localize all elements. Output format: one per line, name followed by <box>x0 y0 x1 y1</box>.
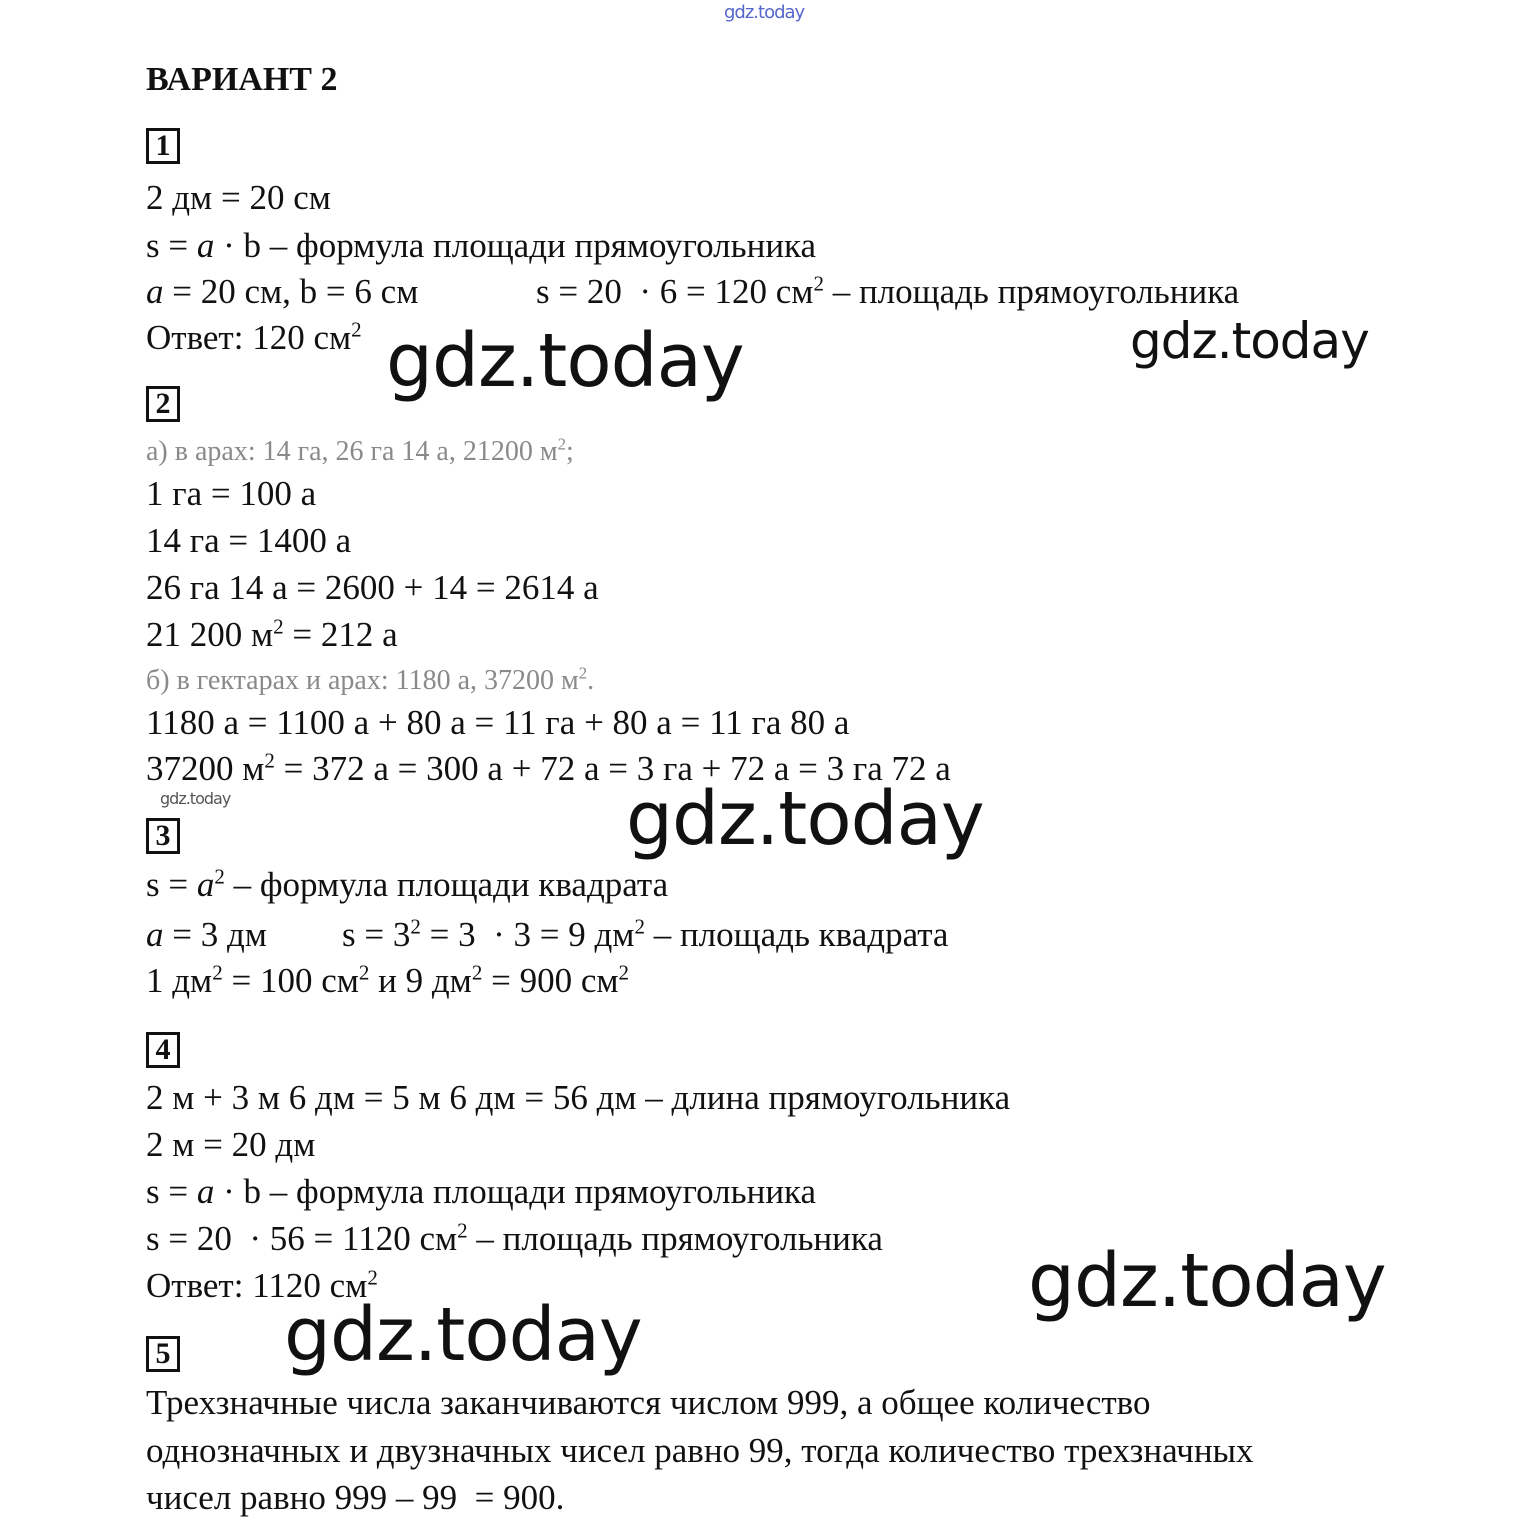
watermark-large-1: gdz.today <box>386 318 744 404</box>
task2-line3: 26 га 14 а = 2600 + 14 = 2614 а <box>146 568 599 607</box>
task-number-5: 5 <box>146 1336 180 1372</box>
task2-part-b-label: б) в гектарах и арах: 1180 а, 37200 $м^2$. <box>146 663 595 696</box>
task4-line1: 2 м + 3 м 6 дм = 5 м 6 дм = 56 дм – длина прямоугольника <box>146 1078 1011 1117</box>
task1-line1: 2 дм = 20 см <box>146 178 331 217</box>
task2-line2: 14 га = 1400 а <box>146 521 352 560</box>
task2-line4: 21 200 $м^2 = 212$ а <box>146 614 398 654</box>
task2-line1: 1 га = 100 а <box>146 474 317 513</box>
watermark-large-4: gdz.today <box>284 1292 642 1378</box>
task4-line2: 2 м = 20 дм <box>146 1125 316 1164</box>
watermark-large-3: gdz.today <box>1028 1238 1386 1324</box>
task4-answer: Ответ: 1120 $см^2$ <box>146 1265 378 1305</box>
task5-line2: однозначных и двузначных чисел равно 99, тогда количество трехзначных <box>146 1431 1254 1470</box>
task1-line2: s = a · b – формула площади прямоугольника <box>146 226 817 265</box>
task5-line3: чисел равно 999 – 99 = 900. <box>146 1478 565 1517</box>
task-number-4: 4 <box>146 1032 180 1068</box>
task2-part-a-label: а) в арах: 14 га, 26 га 14 а, 21200 $м^2$; <box>146 434 574 467</box>
task-number-1: 1 <box>146 128 180 164</box>
task2-line5: 1180 а = 1100 а + 80 а = 11 га + 80 а = 11 га 80 а <box>146 703 850 742</box>
task1-line3-left: a = 20 см, b = 6 см <box>146 272 419 311</box>
task2-line6: 37200 $м^2 = 372$ а = 300 а + 72 а = 3 га + 72 а = 3 га 72 а <box>146 748 951 788</box>
watermark-right-1: gdz.today <box>1130 312 1369 370</box>
task3-line1: $s = a^2$ – формула площади квадрата <box>146 864 669 904</box>
task1-answer: Ответ: 120 $см^2$ <box>146 317 362 357</box>
task3-line3: 1 $дм^2 = 100$ $см^2$ и 9 $дм^2 = 900$ $см^2$ <box>146 960 629 1000</box>
watermark-top: gdz.today <box>724 2 805 23</box>
task3-line2-left: a = 3 дм <box>146 915 267 954</box>
task4-line4: s = 20 · 56 = 1120 $см^2$ – площадь прямоугольника <box>146 1218 883 1258</box>
page-title: ВАРИАНТ 2 <box>146 61 338 98</box>
task5-line1: Трехзначные числа заканчиваются числом 999, а общее количество <box>146 1383 1151 1422</box>
task3-line2-right: $s = 3^2 = 3 \cdot 3 = 9$ $дм^2$ – площадь квадрата <box>342 914 949 954</box>
watermark-small: gdz.today <box>160 789 231 808</box>
task-number-2: 2 <box>146 386 180 422</box>
task-number-3: 3 <box>146 818 180 854</box>
task4-line3: s = a · b – формула площади прямоугольника <box>146 1172 817 1211</box>
watermark-large-2: gdz.today <box>626 776 984 862</box>
task1-line3-right: s = 20 · 6 = 120 $см^2$ – площадь прямоугольника <box>536 271 1240 311</box>
